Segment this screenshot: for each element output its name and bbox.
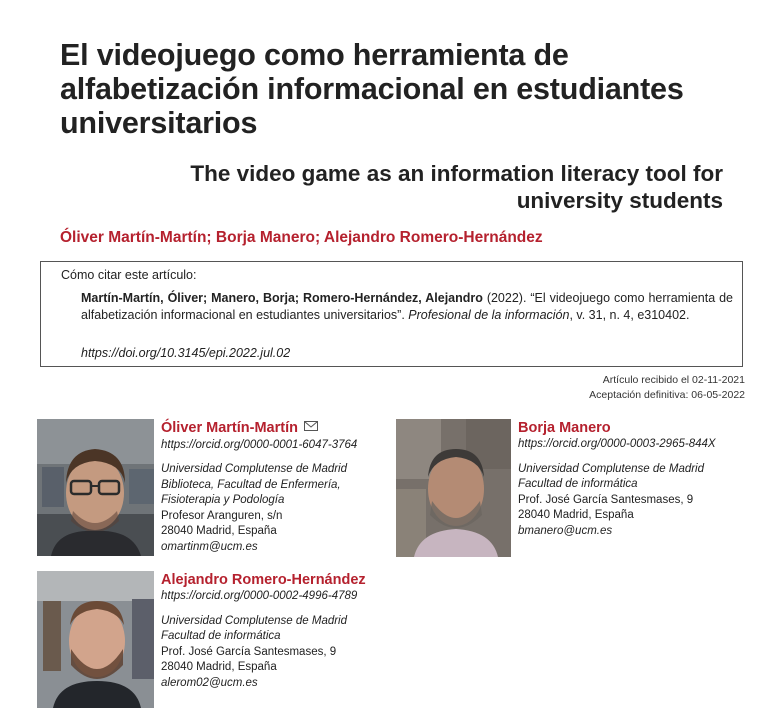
orcid-link[interactable]: https://orcid.org/0000-0003-2965-844X xyxy=(518,438,716,450)
address-line: 28040 Madrid, España xyxy=(161,661,277,673)
affiliation-line: Universidad Complutense de Madrid xyxy=(161,614,348,627)
affiliation-line: Fisioterapia y Podología xyxy=(161,494,285,506)
citation-box xyxy=(40,261,743,367)
author-separator: ; xyxy=(314,229,321,246)
citation-authors: Martín-Martín, Óliver; Manero, Borja; Romero-Hernández, Alejandro xyxy=(81,291,483,305)
author-card-martin xyxy=(161,419,381,555)
mail-icon[interactable] xyxy=(304,421,318,437)
article-dates xyxy=(589,373,745,403)
citation-journal: Profesional de la información xyxy=(408,308,570,322)
email-link[interactable]: alerom02@ucm.es xyxy=(161,676,258,689)
citation-mid: (2022). “El videojuego como herramienta de alfabetización informacional en estudiantes universitarios”. xyxy=(81,291,734,322)
author-photo-martin xyxy=(37,419,154,556)
author-link[interactable]: Borja Manero xyxy=(215,229,315,246)
address-line: Profesor Aranguren, s/n xyxy=(161,509,283,522)
citation-text xyxy=(81,290,733,324)
author-card-romero xyxy=(161,571,421,691)
citation-doi-link[interactable]: https://doi.org/10.3145/epi.2022.jul.02 xyxy=(81,346,291,360)
author-photo-romero xyxy=(37,571,154,708)
author-link[interactable]: Alejandro Romero-Hernández xyxy=(323,229,543,246)
author-separator: ; xyxy=(206,229,212,246)
citation-label: Cómo citar este artículo: xyxy=(61,268,197,282)
article-title: El videojuego como herramienta de alfabetización informacional en estudiantes universitarios xyxy=(60,38,684,140)
citation-end: , v. 31, n. 4, e310402. xyxy=(569,308,690,322)
authors-line xyxy=(60,229,543,247)
author-photo-manero xyxy=(396,419,511,557)
email-link[interactable]: omartinm@ucm.es xyxy=(161,540,258,553)
orcid-link[interactable]: https://orcid.org/0000-0002-4996-4789 xyxy=(161,590,358,602)
author-link[interactable]: Óliver Martín-Martín xyxy=(60,229,207,246)
affiliation-line: Universidad Complutense de Madrid xyxy=(518,462,705,475)
address-line: Prof. José García Santesmases, 9 xyxy=(161,645,337,658)
affiliation-line: Facultad de informática xyxy=(161,630,281,642)
author-card-manero xyxy=(518,419,748,539)
affiliation-line: Universidad Complutense de Madrid xyxy=(161,463,348,475)
article-subtitle: The video game as an information literacy tool for university students xyxy=(190,161,723,213)
address-line: 28040 Madrid, España xyxy=(161,525,277,537)
address-line: 28040 Madrid, España xyxy=(518,509,634,521)
received-date: Artículo recibido el 02-11-2021 xyxy=(602,374,745,386)
email-link[interactable]: bmanero@ucm.es xyxy=(518,524,613,537)
author-name: Borja Manero xyxy=(518,420,611,436)
author-name: Óliver Martín-Martín xyxy=(161,420,298,436)
accepted-date: Aceptación definitiva: 06-05-2022 xyxy=(589,389,745,401)
affiliation-line: Facultad de informática xyxy=(518,478,638,490)
affiliation-line: Biblioteca, Facultad de Enfermería, xyxy=(161,478,341,491)
orcid-link[interactable]: https://orcid.org/0000-0001-6047-3764 xyxy=(161,438,358,451)
author-name: Alejandro Romero-Hernández xyxy=(161,572,366,588)
address-line: Prof. José García Santesmases, 9 xyxy=(518,493,694,506)
